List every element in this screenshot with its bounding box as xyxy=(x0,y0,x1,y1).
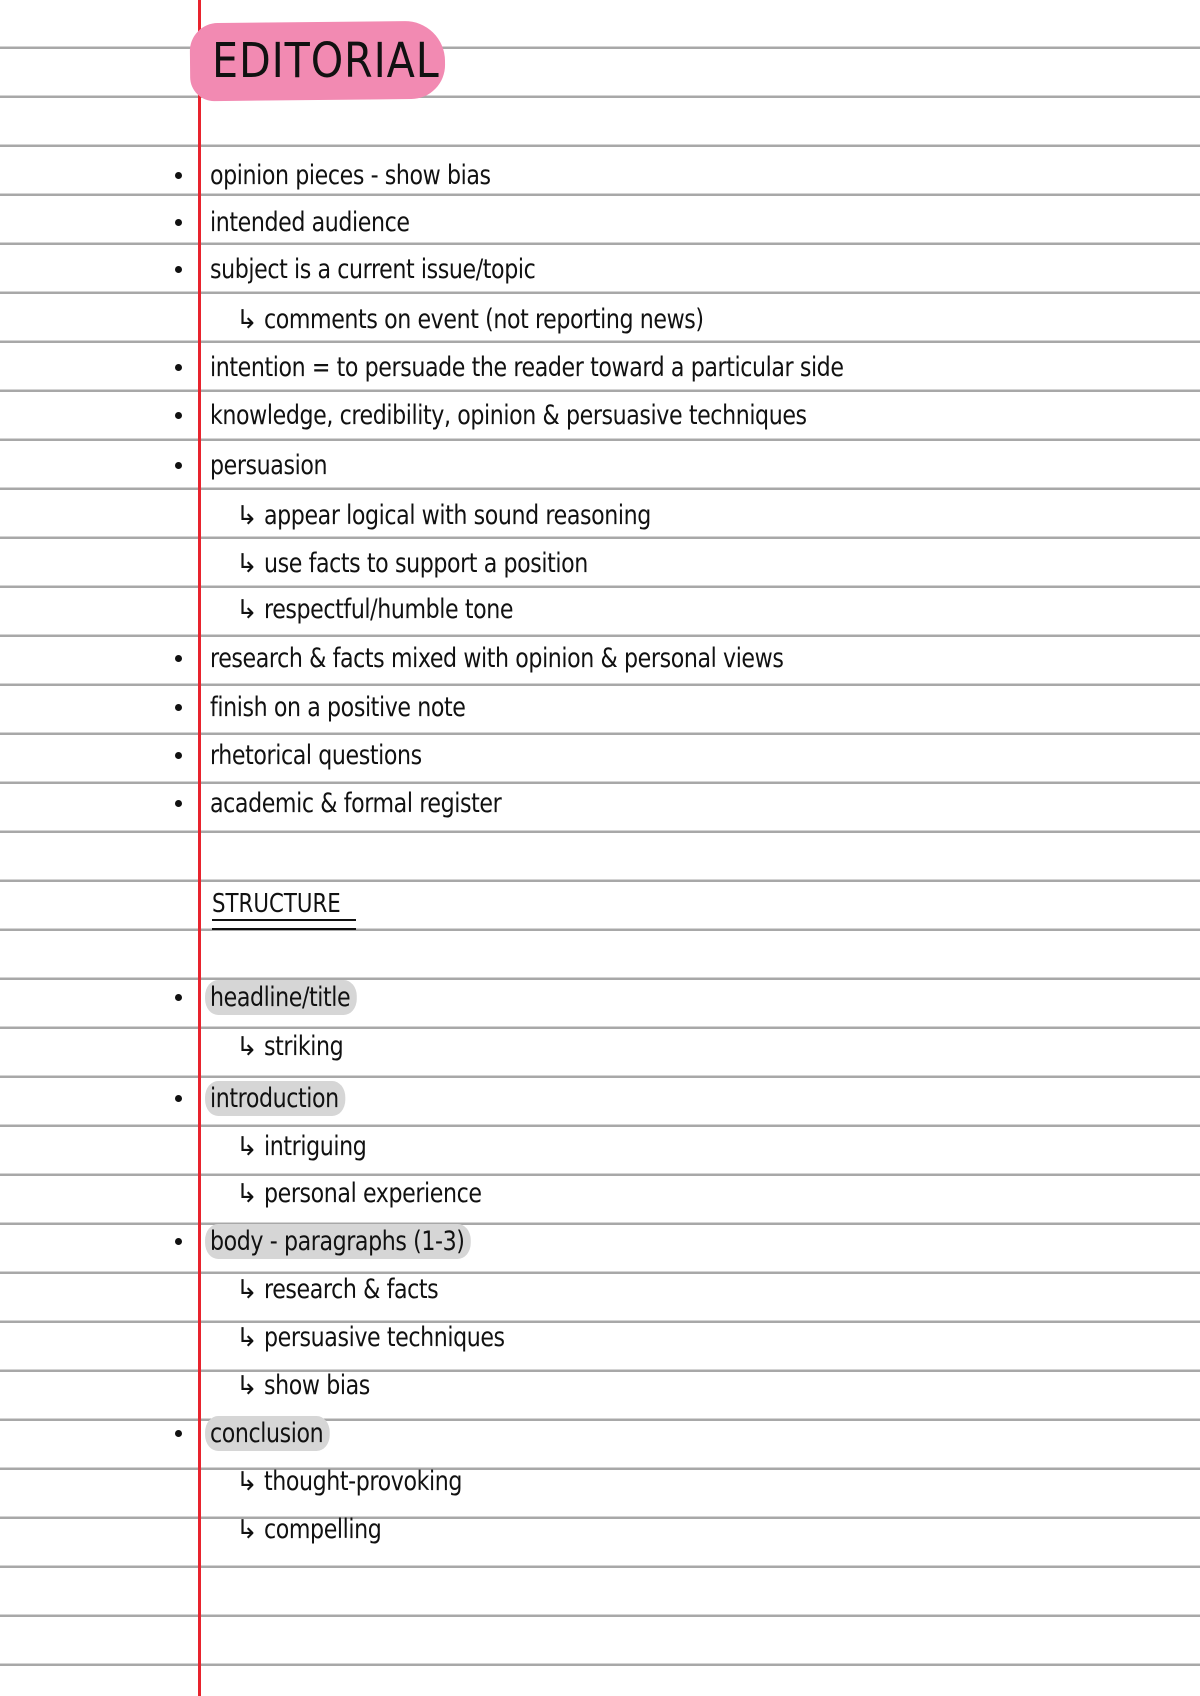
bullet-icon xyxy=(175,364,182,371)
note-text: persuasion xyxy=(210,450,328,481)
bullet-icon xyxy=(175,172,182,179)
list-item xyxy=(0,635,1100,683)
list-item xyxy=(0,732,1100,780)
sub-list-item xyxy=(0,540,1100,588)
note-text: respectful/humble tone xyxy=(264,594,514,625)
bullet-icon xyxy=(175,1430,182,1437)
sub-arrow-icon: ↳ xyxy=(236,1032,258,1062)
note-text: personal experience xyxy=(264,1178,482,1209)
title-block xyxy=(190,18,450,104)
list-item xyxy=(0,1218,1100,1266)
note-text: rhetorical questions xyxy=(210,740,422,771)
list-item xyxy=(0,780,1100,828)
section-item-highlight: body - paragraphs (1-3) xyxy=(205,1224,471,1259)
list-item xyxy=(0,974,1100,1022)
note-text: striking xyxy=(264,1031,344,1062)
sub-list-item xyxy=(0,1266,1100,1314)
bullet-icon xyxy=(175,1095,182,1102)
section-heading: STRUCTURE xyxy=(212,889,341,919)
bullet-icon xyxy=(175,655,182,662)
note-text: compelling xyxy=(264,1514,382,1545)
note-text: subject is a current issue/topic xyxy=(210,254,536,285)
sub-arrow-icon: ↳ xyxy=(236,1467,258,1497)
note-text: comments on event (not reporting news) xyxy=(264,304,704,335)
sub-list-item xyxy=(0,1170,1100,1218)
list-item xyxy=(0,1410,1100,1458)
sub-list-item xyxy=(0,1458,1100,1506)
sub-list-item xyxy=(0,296,1100,344)
bullet-icon xyxy=(175,219,182,226)
section-item-highlight: introduction xyxy=(205,1081,345,1116)
list-item xyxy=(0,199,1100,247)
list-item xyxy=(0,1075,1100,1123)
section-item-highlight: conclusion xyxy=(205,1416,330,1451)
note-text: research & facts xyxy=(264,1274,439,1305)
note-text: research & facts mixed with opinion & personal views xyxy=(210,643,784,674)
sub-arrow-icon: ↳ xyxy=(236,501,258,531)
list-item xyxy=(0,344,1100,392)
sub-arrow-icon: ↳ xyxy=(236,1323,258,1353)
sub-arrow-icon: ↳ xyxy=(236,305,258,335)
bullet-icon xyxy=(175,752,182,759)
list-item xyxy=(0,442,1100,490)
list-item xyxy=(0,152,1100,200)
list-item xyxy=(0,392,1100,440)
sub-arrow-icon: ↳ xyxy=(236,1515,258,1545)
note-text: persuasive techniques xyxy=(264,1322,505,1353)
sub-list-item xyxy=(0,492,1100,540)
note-text: intention = to persuade the reader toward a particular side xyxy=(210,352,844,383)
sub-arrow-icon: ↳ xyxy=(236,549,258,579)
sub-arrow-icon: ↳ xyxy=(236,1275,258,1305)
bullet-icon xyxy=(175,462,182,469)
heading-underline xyxy=(212,919,356,930)
sub-list-item xyxy=(0,1506,1100,1554)
note-text: show bias xyxy=(264,1370,370,1401)
sub-list-item xyxy=(0,1362,1100,1410)
sub-list-item xyxy=(0,586,1100,634)
page-title: EDITORIAL xyxy=(212,33,440,89)
note-text: intriguing xyxy=(264,1131,367,1162)
bullet-icon xyxy=(175,800,182,807)
note-text: opinion pieces - show bias xyxy=(210,160,491,191)
sub-list-item xyxy=(0,1123,1100,1171)
sub-arrow-icon: ↳ xyxy=(236,1132,258,1162)
sub-arrow-icon: ↳ xyxy=(236,595,258,625)
note-text: appear logical with sound reasoning xyxy=(264,500,651,531)
note-text: intended audience xyxy=(210,207,410,238)
note-text: finish on a positive note xyxy=(210,692,466,723)
list-item xyxy=(0,684,1100,732)
sub-list-item xyxy=(0,1314,1100,1362)
note-text: use facts to support a position xyxy=(264,548,588,579)
list-item xyxy=(0,246,1100,294)
bullet-icon xyxy=(175,266,182,273)
bullet-icon xyxy=(175,704,182,711)
sub-list-item xyxy=(0,1023,1100,1071)
note-text: academic & formal register xyxy=(210,788,502,819)
bullet-icon xyxy=(175,1238,182,1245)
sub-arrow-icon: ↳ xyxy=(236,1179,258,1209)
section-item-highlight: headline/title xyxy=(205,980,357,1015)
note-text: knowledge, credibility, opinion & persuasive techniques xyxy=(210,400,807,431)
bullet-icon xyxy=(175,412,182,419)
bullet-icon xyxy=(175,994,182,1001)
sub-arrow-icon: ↳ xyxy=(236,1371,258,1401)
note-text: thought-provoking xyxy=(264,1466,463,1497)
